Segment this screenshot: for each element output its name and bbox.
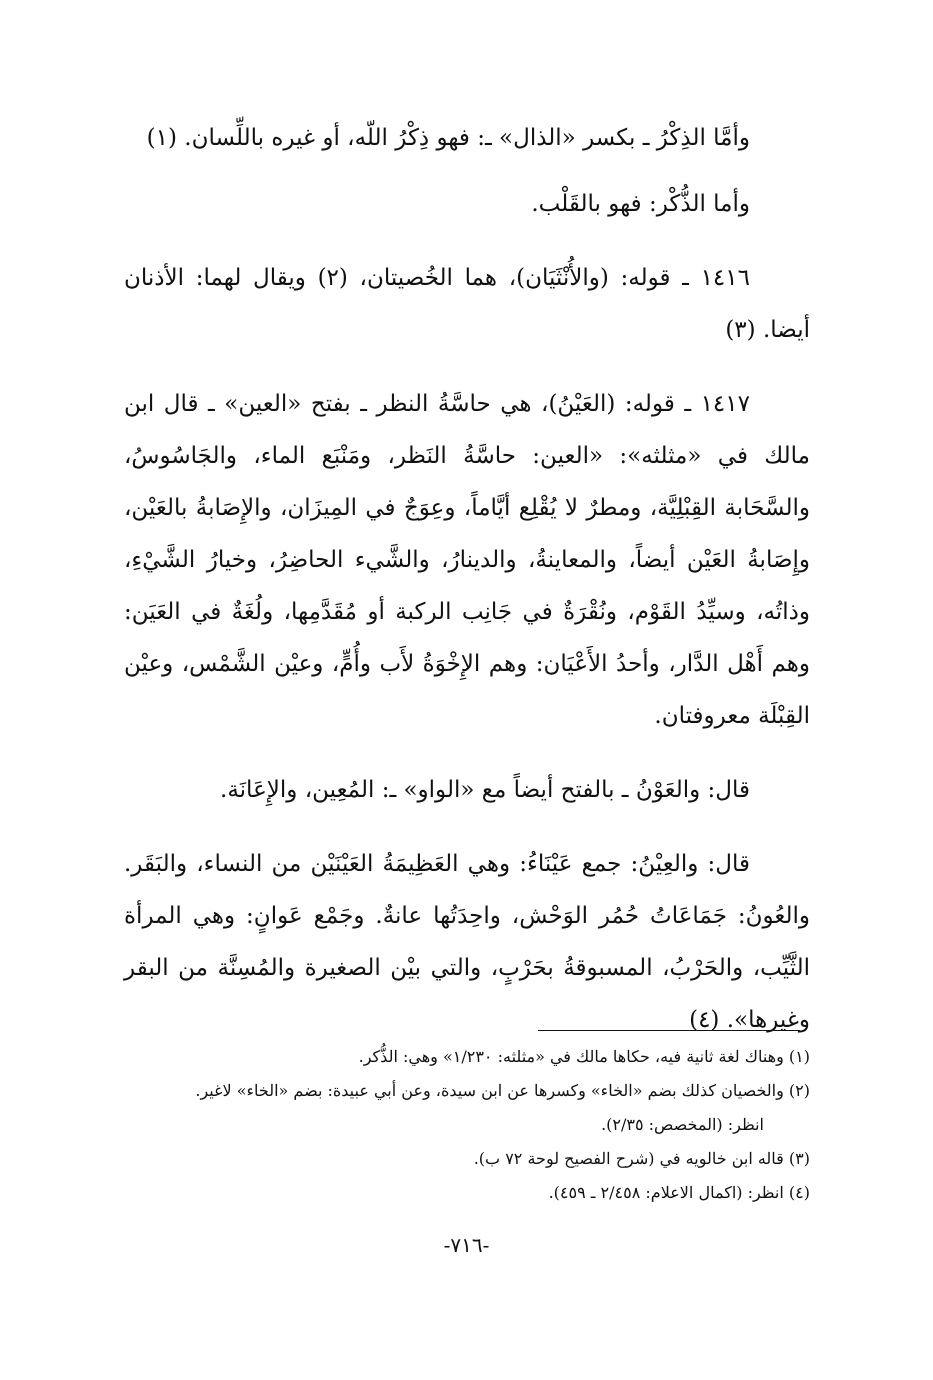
footnote-1: (١) وهناك لغة ثانية فيه، حكاها مالك في «مثلثه: ١/٢٣٠» وهي: الذُّكر. bbox=[358, 1047, 810, 1066]
paragraph-ein: قال: والعِيْنُ: جمع عَيْنَاءُ: وهي العَظِيمَةُ العَيْنَيْن من النساء، والبَقَر. والعُونُ: جَمَاعَاتُ حُمُر الوَحْش، واحِدَتُها عانةٌ. وجَمْع عَوانٍ: وهي المرأة الثَّيِّب، والحَرْبُ، المسبوقةُ بحَرْبٍ، والتي بيْن الصغيرة والمُسِنَّة من البقر وغيرها». (٤) bbox=[124, 851, 810, 1033]
footnote-divider bbox=[538, 1030, 800, 1031]
footnotes bbox=[124, 1040, 810, 1210]
footnote-3: (٣) قاله ابن خالويه في (شرح الفصيح لوحة ٧٢ ب). bbox=[473, 1149, 810, 1168]
page-number: -٧١٦- bbox=[443, 1233, 490, 1257]
paragraph-1416: ١٤١٦ ـ قوله: (والأُنْثَيَان)، هما الخُصيتان، (٢) ويقال لهما: الأذنان أيضا. (٣) bbox=[124, 265, 810, 343]
paragraph-awn: قال: والعَوْنُ ـ بالفتح أيضاً مع «الواو» ـ: المُعِين، والإِعَانَة. bbox=[220, 777, 750, 803]
main-text bbox=[124, 112, 810, 1068]
footnote-4: (٤) انظر: (اكمال الاعلام: ٢/٤٥٨ ـ ٤٥٩). bbox=[548, 1183, 810, 1202]
footnote-2: (٢) والخصيان كذلك بضم «الخاء» وكسرها عن ابن سيدة، وعن أبي عبيدة: بضم «الخاء» لاغير. bbox=[195, 1081, 810, 1100]
footnote-2-continuation: انظر: (المخصص: ٢/٣٥). bbox=[601, 1115, 764, 1134]
paragraph-dhikr: وأمَّا الذِكْرُ ـ بكسر «الذال» ـ: فهو ذِكْرُ اللّه، أو غيره باللِّسان. (١) bbox=[146, 125, 750, 151]
paragraph-dhukr: وأما الذُّكْر: فهو بالقَلْب. bbox=[531, 191, 750, 217]
paragraph-1417: ١٤١٧ ـ قوله: (العَيْنُ)، هي حاسَّةُ النظر ـ بفتح «العين» ـ قال ابن مالك في «مثلثه»: «العين: حاسَّةُ النَظر، ومَنْبَع الماء، والجَاسُوسُ، والسَّحَابة القِبْلِيَّة، ومطرٌ لا يُقْلِع أيَّاماً، وعِوَجٌ في المِيزَان، والإِصَابةُ بالعَيْن، وإِصَابةُ العَيْن أيضاً، والمعاينةُ، والدينارُ، والشَّيء الحاضِرُ، وخيارُ الشَّيْءِ، وذاتُه، وسيِّدُ القَوْم، ونُقْرَةٌ في جَانِب الركبة أو مُقَدَّمِها، ولُغَةٌ في العَيَن: وهم أَهْل الدَّار، وأحدُ الأَعْيَان: وهم الإِخْوَةُ لأَب وأُمٍّ، وعيْن الشَّمْس، وعيْن القِبْلَة معروفتان. bbox=[124, 391, 810, 729]
